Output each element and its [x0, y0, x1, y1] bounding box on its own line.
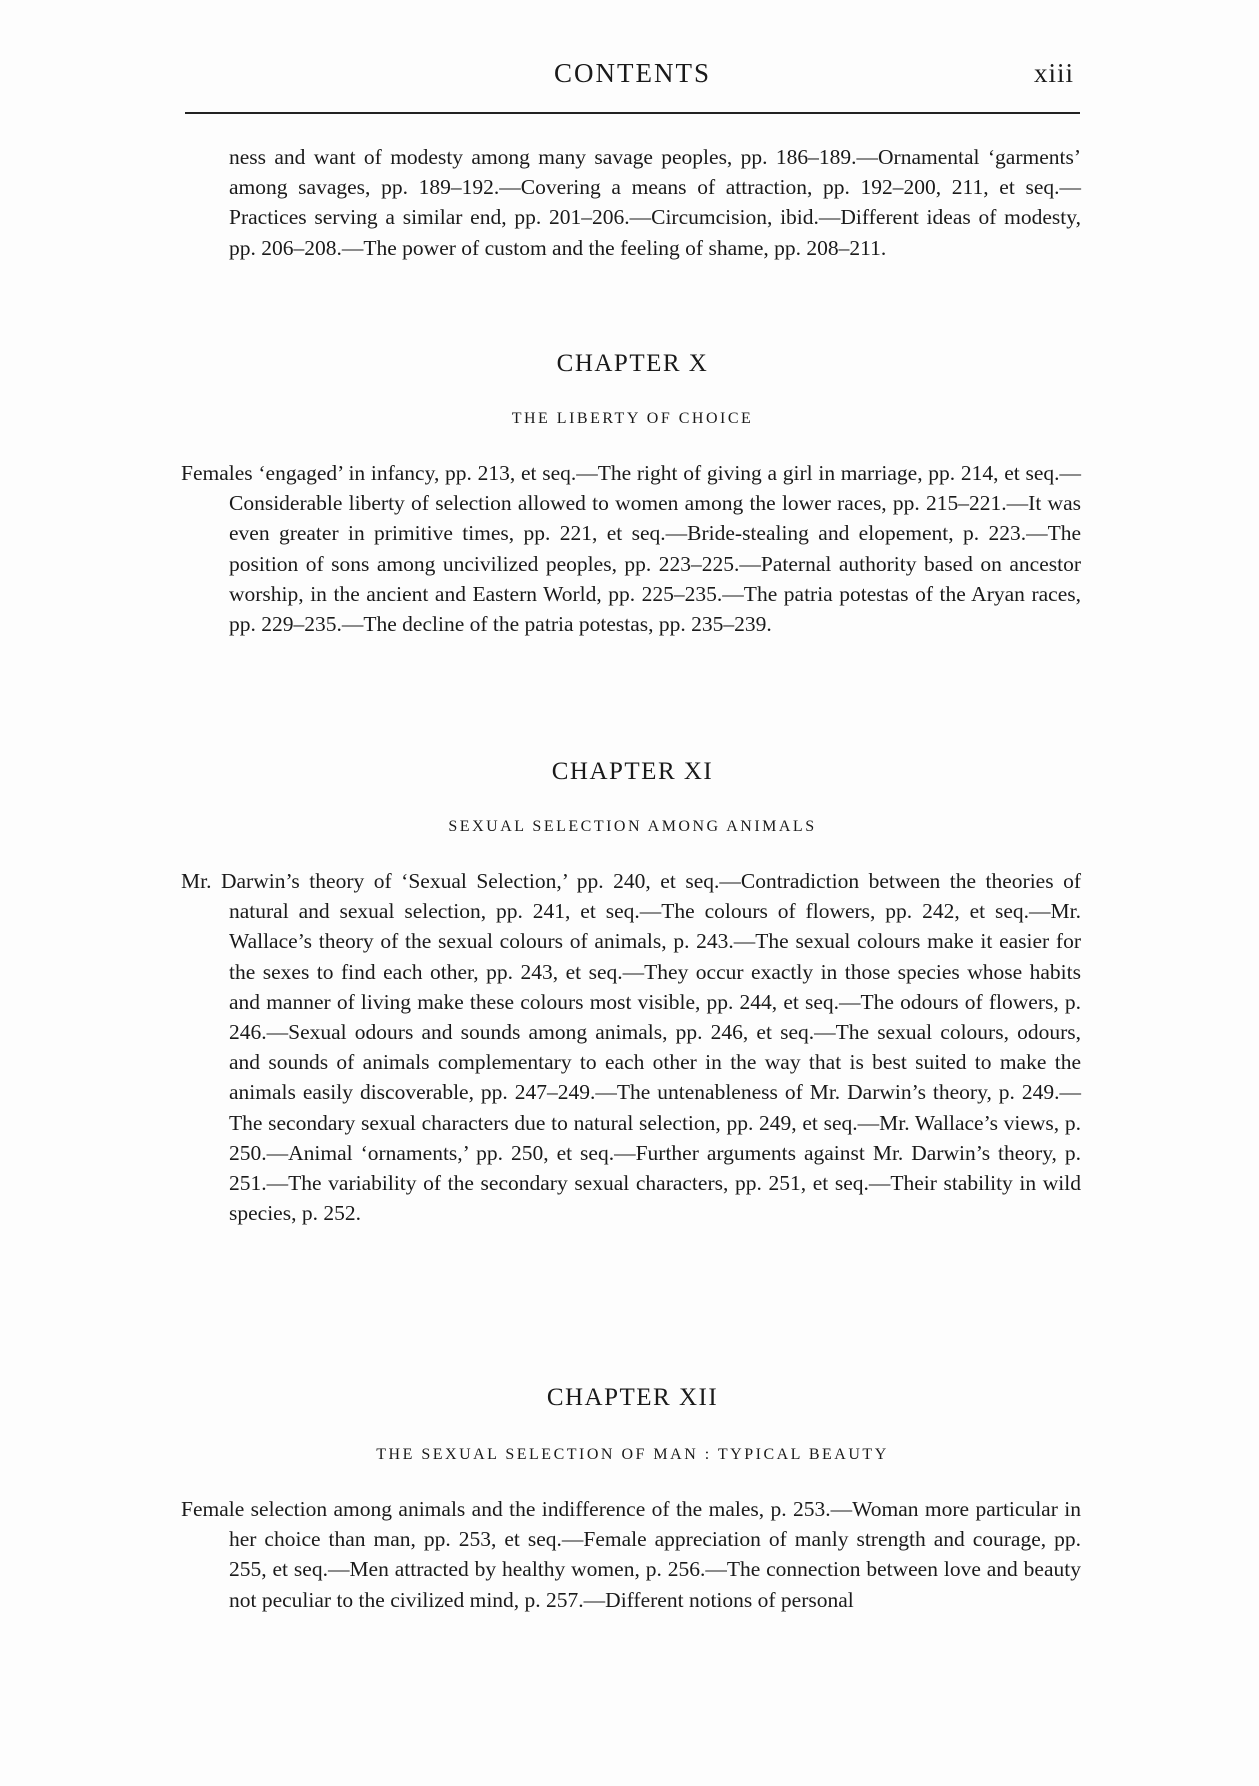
chapter-xi-subtitle: SEXUAL SELECTION AMONG ANIMALS [448, 818, 817, 835]
intro-paragraph: ness and want of modesty among many savage peoples, pp. 186–189.—Ornamental ‘garments’ among savages, pp. 189–192.—Covering a means of attraction, pp. 192–200, 211, et seq.—Practices serving a similar end, pp. 201–206.—Circumcision, ibid.—Different ideas of modesty, pp. 206–208.—The power of custom and the feeling of shame, pp. 208–211. [229, 145, 1081, 260]
chapter-xi-summary: Mr. Darwin’s theory of ‘Sexual Selection,’ pp. 240, et seq.—Contradiction between the theories of natural and sexual selection, pp. 241, et seq.—The colours of flowers, pp. 242, et seq.—Mr. Wallace’s theory of the sexual colours of animals, p. 243.—The sexual colours make it easier for the sexes to find each other, pp. 243, et seq.—They occur exactly in those species whose habits and manner of living make these colours most visible, pp. 244, et seq.—The odours of flowers, p. 246.—Sexual odours and sounds among animals, pp. 246, et seq.—The sexual colours, odours, and sounds of animals complementary to each other in the way that is best suited to make the animals easily discoverable, pp. 247–249.—The untenableness of Mr. Darwin’s theory, p. 249.—The secondary sexual characters due to natural selection, pp. 249, et seq.—Mr. Wallace’s views, p. 250.—Animal ‘ornaments,’ pp. 250, et seq.—Further arguments against Mr. Darwin’s theory, p. 251.—The variability of the secondary sexual characters, pp. 251, et seq.—Their stability in wild species, p. 252. [181, 869, 1081, 1226]
chapter-x-title: CHAPTER X [556, 350, 709, 377]
running-title: CONTENTS [554, 58, 711, 88]
intro-block [181, 142, 1081, 263]
page-number: xiii [1033, 58, 1074, 88]
chapter-xii-summary: Female selection among animals and the indifference of the males, p. 253.—Woman more particular in her choice than man, pp. 253, et seq.—Female appreciation of manly strength and courage, pp. 255, et seq.—Men attracted by healthy women, p. 256.—The connection between love and beauty not peculiar to the civilized mind, p. 257.—Different notions of personal [181, 1497, 1081, 1612]
chapter-x-subtitle: THE LIBERTY OF CHOICE [511, 410, 754, 427]
chapter-xi-block [181, 866, 1081, 1228]
chapter-x-block [181, 458, 1081, 639]
chapter-xii-subtitle: THE SEXUAL SELECTION OF MAN : TYPICAL BEAUTY [376, 1446, 889, 1463]
header-rule [185, 112, 1080, 114]
chapter-x-summary: Females ‘engaged’ in infancy, pp. 213, et seq.—The right of giving a girl in marriage, pp. 214, et seq.—Considerable liberty of selection allowed to women among the lower races, pp. 215–221.—It was even greater in primitive times, pp. 221, et seq.—Bride-stealing and elopement, p. 223.—The position of sons among uncivilized peoples, pp. 223–225.—Paternal authority based on ancestor worship, in the ancient and Eastern World, pp. 225–235.—The patria potestas of the Aryan races, pp. 229–235.—The decline of the patria potestas, pp. 235–239. [181, 461, 1081, 637]
chapter-xi-title: CHAPTER XI [551, 758, 714, 785]
running-head [185, 58, 1080, 98]
chapter-xii-block [181, 1494, 1081, 1615]
chapter-xii-title: CHAPTER XII [546, 1384, 719, 1411]
